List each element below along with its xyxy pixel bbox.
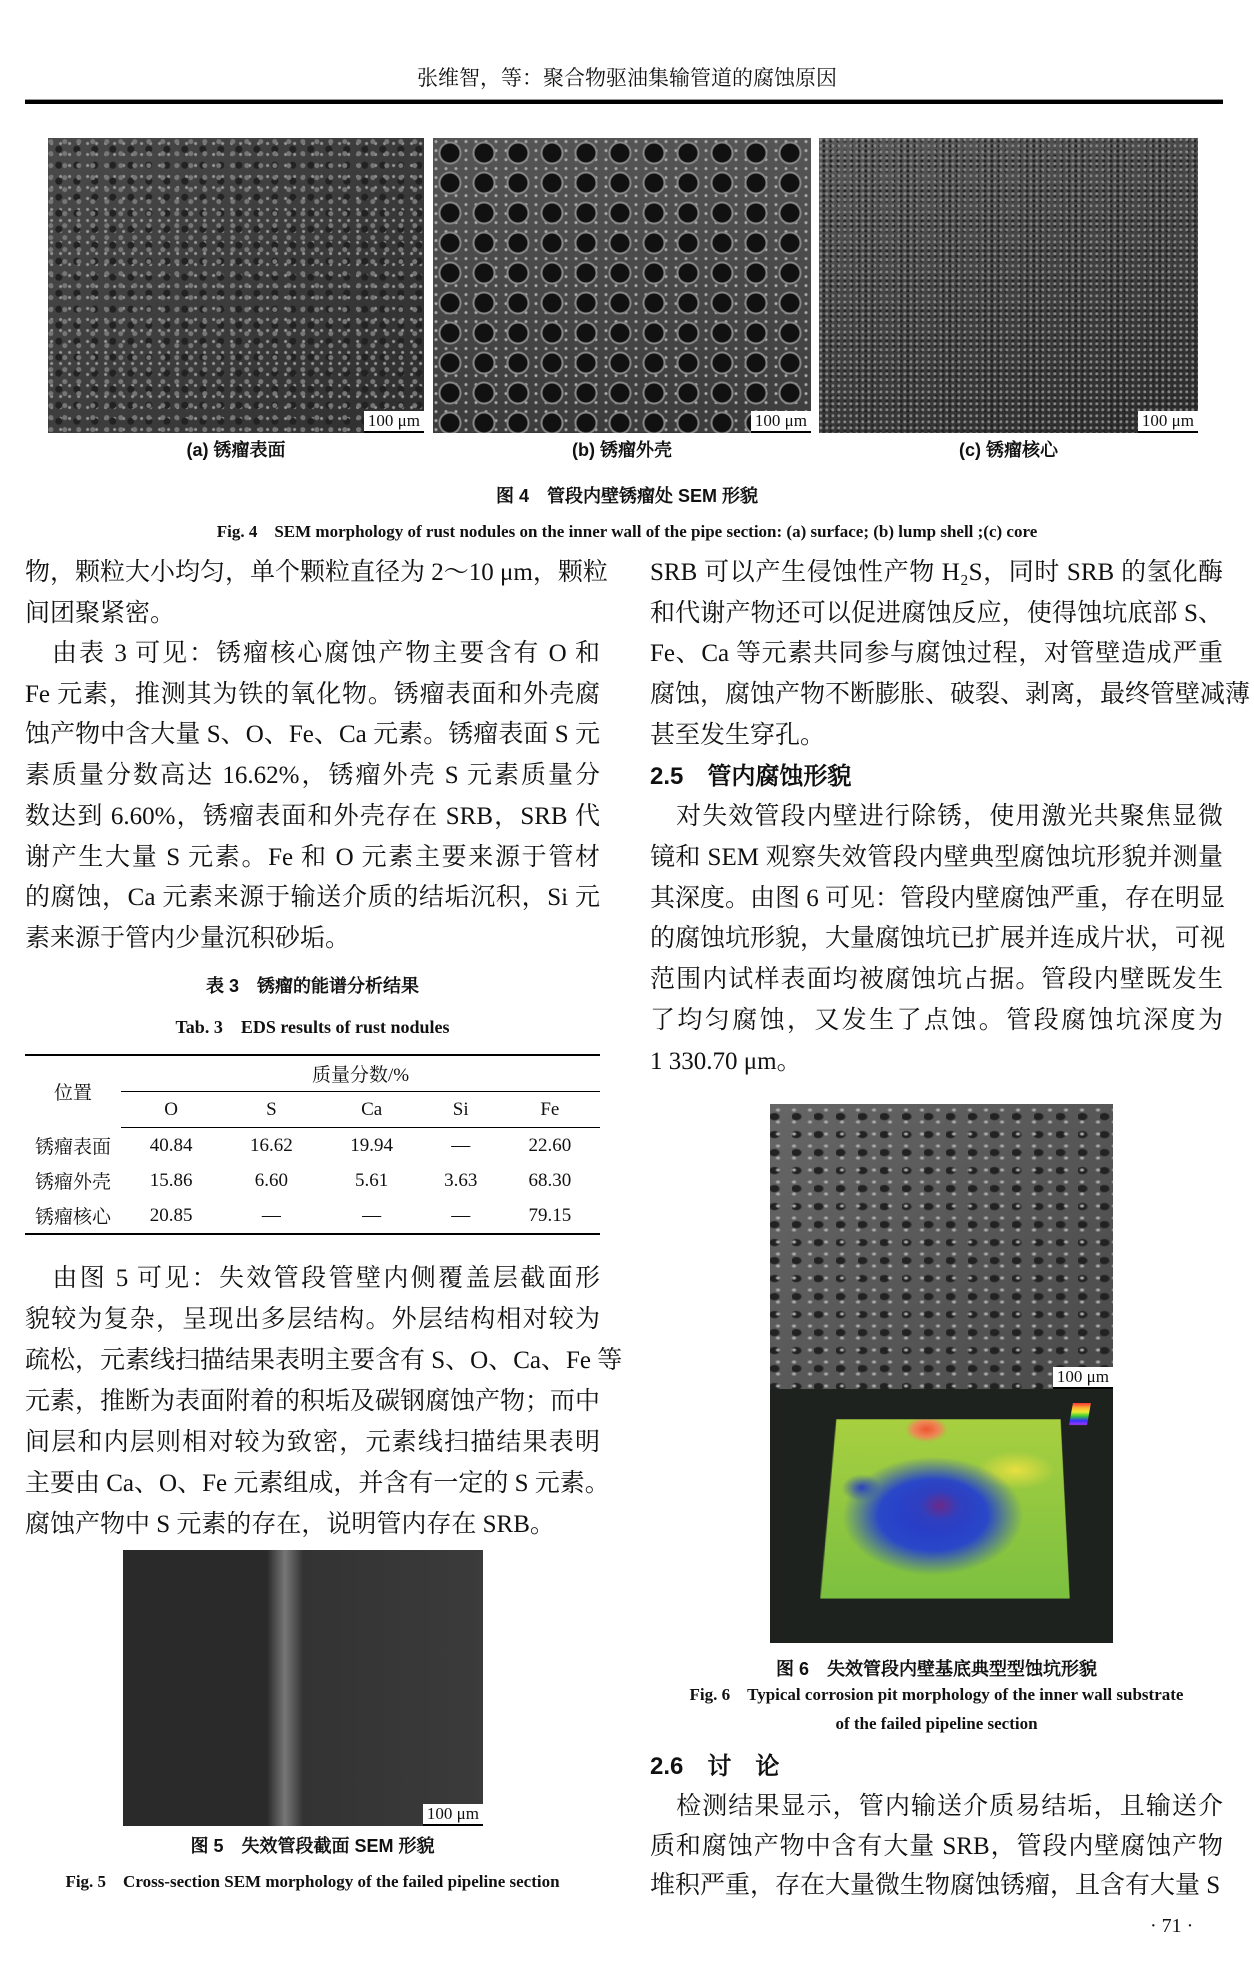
sem-image-core bbox=[819, 138, 1198, 433]
table-cell: 68.30 bbox=[528, 1169, 572, 1191]
row-label: 锈瘤核心 bbox=[34, 1207, 111, 1228]
text-line: 和代谢产物还可以促进腐蚀反应，使得蚀坑底部 S、 bbox=[650, 599, 1223, 627]
table-cell: — bbox=[451, 1204, 471, 1226]
col-header-element: O bbox=[121, 1092, 221, 1128]
col-header-position: 位置 bbox=[53, 1083, 92, 1105]
text-line: 主要由 Ca、O、Fe 元素组成，并含有一定的 S 元素。 bbox=[25, 1470, 610, 1497]
text-line: 甚至发生穿孔。 bbox=[650, 721, 826, 749]
table-cell: 6.60 bbox=[254, 1169, 288, 1191]
text-line: 数达到 6.60%，锈瘤表面和外壳存在 SRB，SRB 代 bbox=[25, 802, 600, 830]
table-row bbox=[25, 1198, 600, 1234]
text-line: 素质量分数高达 16.62%，锈瘤外壳 S 元素质量分 bbox=[25, 762, 600, 790]
text-line: 物，颗粒大小均匀，单个颗粒直径为 2～10 μm，颗粒 bbox=[25, 559, 608, 586]
table-cell: — bbox=[261, 1204, 281, 1226]
text-line: 镜和 SEM 观察失效管段内壁典型腐蚀坑形貌并测量 bbox=[650, 843, 1223, 871]
panel-label-c: (c) 锈瘤核心 bbox=[959, 440, 1058, 460]
table-cell: 19.94 bbox=[350, 1134, 393, 1156]
table-cell: 3.63 bbox=[444, 1169, 478, 1191]
text-line: 谢产生大量 S 元素。Fe 和 O 元素主要来源于管材 bbox=[25, 843, 600, 871]
table-cell: — bbox=[451, 1134, 471, 1156]
section-heading-2-5: 2.5 管内腐蚀形貌 bbox=[650, 763, 852, 790]
col-header-mass-fraction: 质量分数/% bbox=[121, 1055, 600, 1092]
table-row bbox=[25, 1163, 600, 1198]
text-line: 元素，推断为表面附着的积垢及碳钢腐蚀产物；而中 bbox=[25, 1388, 601, 1415]
sem-image-surface bbox=[48, 138, 424, 433]
table-row bbox=[25, 1128, 600, 1164]
panel-label-a: (a) 锈瘤表面 bbox=[186, 440, 286, 460]
section-heading-2-6: 2.6 讨 论 bbox=[650, 1753, 780, 1780]
text-line: Fe、Ca 等元素共同参与腐蚀过程，对管壁造成严重 bbox=[650, 640, 1223, 668]
panel-label-b: (b) 锈瘤外壳 bbox=[572, 440, 672, 460]
scale-bar: 100 μm bbox=[1138, 411, 1198, 433]
table-cell: — bbox=[362, 1204, 382, 1226]
fig4-caption-cn: 图 4 管段内壁锈瘤处 SEM 形貌 bbox=[495, 486, 759, 506]
text-line: 间团聚紧密。 bbox=[25, 599, 176, 627]
text-line: 对失效管段内壁进行除锈，使用激光共聚焦显微 bbox=[650, 803, 1223, 830]
table-cell: 79.15 bbox=[528, 1204, 572, 1226]
text-line: 间层和内层则相对较为致密，元素线扫描结果表明 bbox=[25, 1429, 600, 1456]
eds-results-table bbox=[25, 1054, 600, 1235]
text-line: SRB 可以产生侵蚀性产物 H₂S，同时 SRB 的氢化酶 bbox=[650, 559, 1223, 586]
text-line: 范围内试样表面均被腐蚀坑占据。管段内壁既发生 bbox=[650, 966, 1223, 994]
sem-image-lump-shell bbox=[433, 138, 811, 433]
col-header-element: Ca bbox=[322, 1092, 422, 1128]
scale-bar: 100 μm bbox=[423, 1804, 483, 1826]
text-line: 由表 3 可见：锈瘤核心腐蚀产物主要含有 O 和 bbox=[25, 640, 600, 667]
text-line: 素来源于管内少量沉积砂垢。 bbox=[25, 924, 351, 952]
color-scale-legend bbox=[1069, 1403, 1091, 1425]
text-line: 检测结果显示，管内输送介质易结垢，且输送介 bbox=[650, 1793, 1223, 1820]
row-label: 锈瘤表面 bbox=[34, 1136, 111, 1158]
fig5-caption-cn: 图 5 失效管段截面 SEM 形貌 bbox=[190, 1836, 435, 1856]
col-header-element: S bbox=[221, 1092, 321, 1128]
fig4-caption-en: Fig. 4 SEM morphology of rust nodules on the inner wall of the pipe section: (a) surface; (b) lump shell ;(c) core bbox=[216, 522, 1038, 541]
running-title: 张维智，等：聚合物驱油集输管道的腐蚀原因 bbox=[417, 66, 837, 90]
text-line: Fe 元素，推测其为铁的氧化物。锈瘤表面和外壳腐 bbox=[25, 680, 600, 708]
fig5-caption-en: Fig. 5 Cross-section SEM morphology of the failed pipeline section bbox=[65, 1872, 560, 1891]
scale-bar: 100 μm bbox=[751, 411, 811, 433]
text-line: 貌较为复杂，呈现出多层结构。外层结构相对较为 bbox=[25, 1306, 600, 1333]
text-line: 腐蚀，腐蚀产物不断膨胀、破裂、剥离，最终管壁减薄 bbox=[650, 681, 1251, 709]
scale-bar: 100 μm bbox=[1053, 1367, 1113, 1389]
table-cell: 15.86 bbox=[149, 1169, 193, 1191]
header-rule bbox=[25, 99, 1223, 104]
col-header-element: Si bbox=[422, 1092, 500, 1128]
text-line: 疏松，元素线扫描结果表明主要含有 S、O、Ca、Fe 等 bbox=[25, 1347, 623, 1374]
text-line: 1 330.70 μm。 bbox=[650, 1047, 802, 1075]
table-cell: 40.84 bbox=[149, 1134, 193, 1156]
text-line: 腐蚀产物中 S 元素的存在，说明管内存在 SRB。 bbox=[25, 1511, 555, 1538]
sem-image-cross-section bbox=[123, 1550, 483, 1826]
scale-bar: 100 μm bbox=[364, 411, 424, 433]
table3-title-cn: 表 3 锈瘤的能谱分析结果 bbox=[205, 976, 419, 996]
table-cell: 20.85 bbox=[149, 1204, 193, 1226]
text-line: 了均匀腐蚀，又发生了点蚀。管段腐蚀坑深度为 bbox=[650, 1007, 1223, 1034]
fig6-caption-en-1: Fig. 6 Typical corrosion pit morphology of the inner wall substrate bbox=[689, 1685, 1184, 1704]
col-header-element: Fe bbox=[500, 1092, 600, 1128]
table-cell: 16.62 bbox=[250, 1134, 293, 1156]
text-line: 质和腐蚀产物中含有大量 SRB，管段内壁腐蚀产物 bbox=[650, 1832, 1223, 1860]
table-cell: 22.60 bbox=[528, 1134, 572, 1156]
fig6-caption-cn: 图 6 失效管段内壁基底典型型蚀坑形貌 bbox=[775, 1659, 1097, 1679]
fig6-caption-en-2: of the failed pipeline section bbox=[835, 1714, 1038, 1733]
height-map-surface bbox=[820, 1419, 1069, 1598]
text-line: 由图 5 可见：失效管段管壁内侧覆盖层截面形 bbox=[25, 1265, 600, 1292]
row-label: 锈瘤外壳 bbox=[34, 1172, 111, 1193]
confocal-3d-height-map bbox=[770, 1389, 1113, 1643]
text-line: 堆积严重，存在大量微生物腐蚀锈瘤，且含有大量 S bbox=[650, 1872, 1221, 1899]
table-cell: 5.61 bbox=[355, 1169, 389, 1191]
page-number: · 71 · bbox=[1150, 1915, 1194, 1937]
text-line: 的腐蚀坑形貌，大量腐蚀坑已扩展并连成片状，可视 bbox=[650, 925, 1226, 953]
table3-title-en: Tab. 3 EDS results of rust nodules bbox=[175, 1017, 450, 1037]
sem-image-pit-morphology bbox=[770, 1104, 1113, 1389]
text-line: 蚀产物中含大量 S、O、Fe、Ca 元素。锈瘤表面 S 元 bbox=[25, 721, 600, 749]
text-line: 其深度。由图 6 可见：管段内壁腐蚀严重，存在明显 bbox=[650, 884, 1226, 912]
text-line: 的腐蚀，Ca 元素来源于输送介质的结垢沉积，Si 元 bbox=[25, 884, 600, 912]
